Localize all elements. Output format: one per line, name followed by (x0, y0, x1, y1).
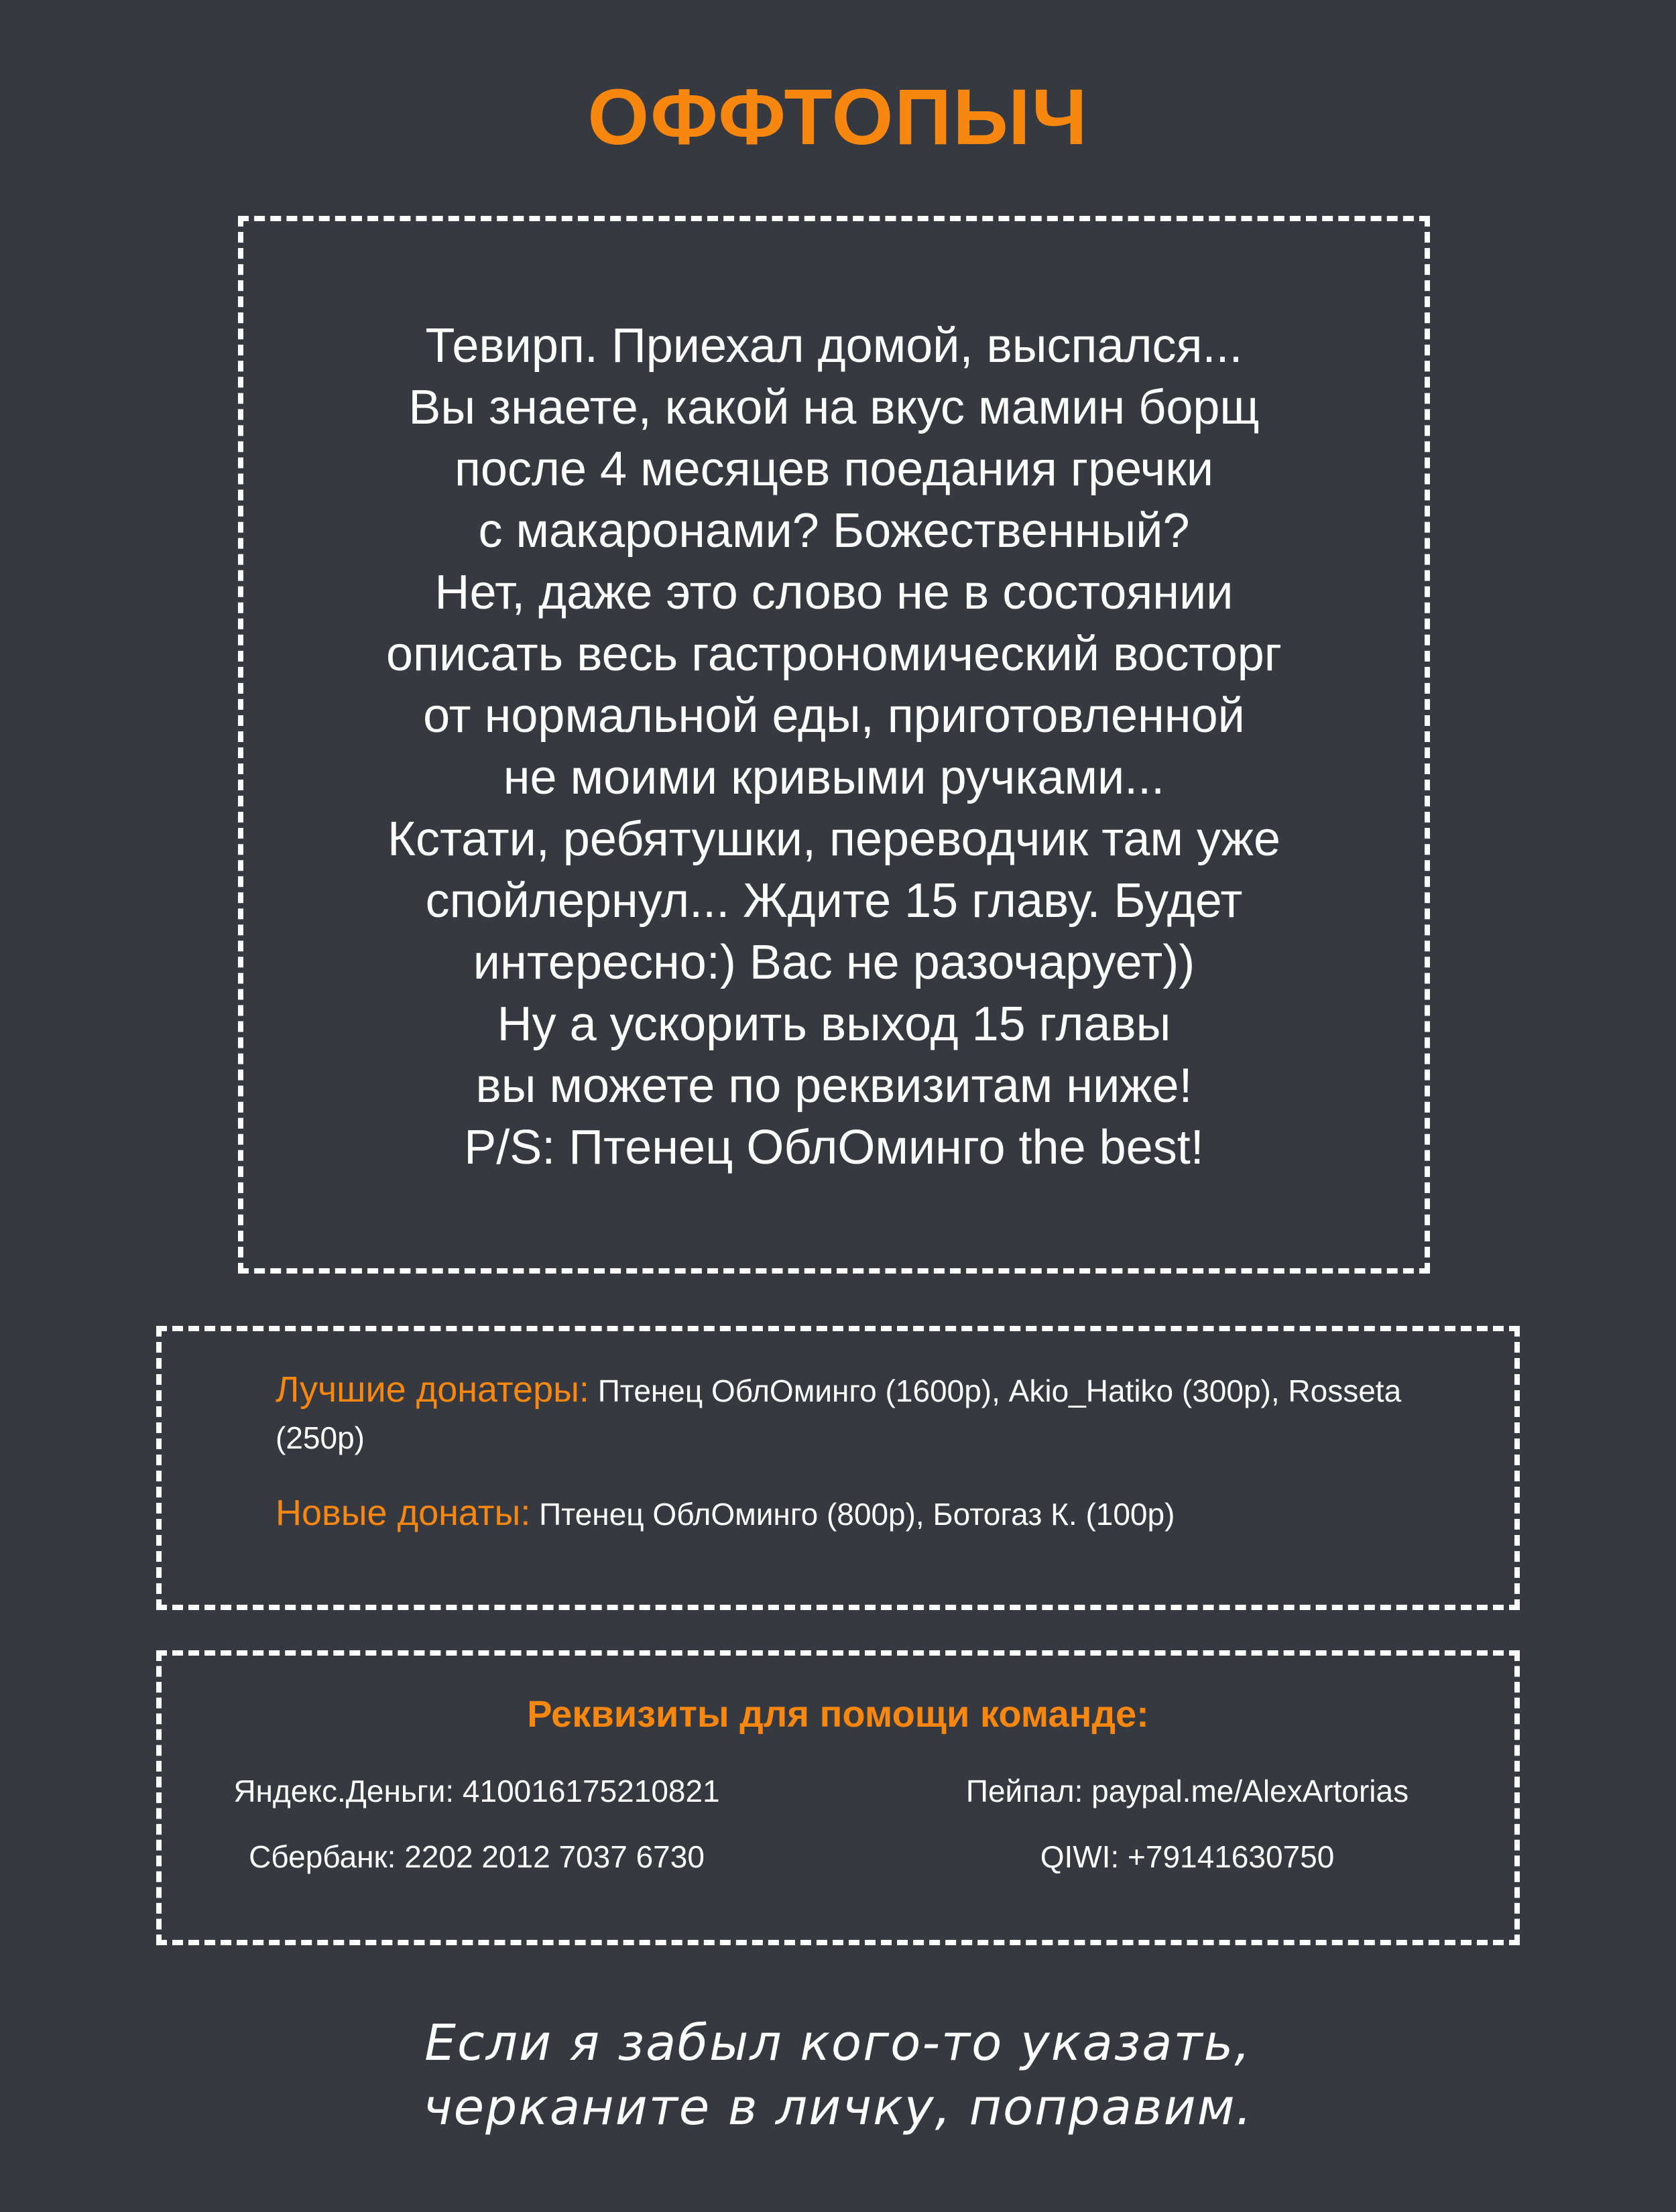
story-line: не моими кривыми ручками... (503, 751, 1165, 804)
story-text (243, 315, 1425, 1178)
story-line: Ну а ускорить выход 15 главы (497, 997, 1171, 1051)
story-line: интересно:) Вас не разочарует)) (473, 936, 1195, 989)
story-line: с макаронами? Божественный? (478, 504, 1190, 558)
yandex-money-requisite: Яндекс.Деньги: 410016175210821 (233, 1774, 720, 1808)
story-line: вы можете по реквизитам ниже! (475, 1059, 1193, 1113)
new-donors-list: Птенец ОблОминго (800р), Ботогаз К. (100р) (539, 1497, 1175, 1532)
footer-line: черканите в личку, поправим. (422, 2079, 1254, 2136)
qiwi-requisite: QIWI: +79141630750 (1040, 1839, 1335, 1874)
story-line: P/S: Птенец ОблОминго the best! (464, 1121, 1204, 1174)
best-donors (276, 1366, 1414, 1461)
footer-note (0, 2011, 1676, 2140)
story-box (238, 216, 1430, 1274)
requisites-title: Реквизиты для помощи команде: (527, 1693, 1149, 1735)
story-line: Нет, даже это слово не в состоянии (434, 566, 1234, 619)
story-line: спойлернул... Ждите 15 главу. Будет (425, 874, 1243, 928)
story-line: Кстати, ребятушки, переводчик там уже (387, 812, 1280, 866)
sberbank-requisite: Сбербанк: 2202 2012 7037 6730 (249, 1839, 705, 1874)
story-line: описать весь гастрономический восторг (385, 627, 1282, 681)
new-donors-label: Новые донаты: (276, 1493, 531, 1533)
story-line: Вы знаете, какой на вкус мамин борщ (408, 381, 1260, 434)
best-donors-list: Птенец ОблОминго (1600р), Akio_Hatiko (300р), Rosseta (250р) (276, 1373, 1402, 1455)
new-donors (276, 1489, 1414, 1538)
paypal-requisite: Пейпал: paypal.me/AlexArtorias (965, 1774, 1409, 1808)
story-line: после 4 месяцев поедания гречки (454, 442, 1214, 496)
footer-line: Если я забыл кого-то указать, (424, 2014, 1252, 2072)
page-title: ОФФТОПЫЧ (587, 73, 1089, 162)
story-line: Тевирп. Приехал домой, выспался... (425, 319, 1243, 373)
best-donors-label: Лучшие донатеры: (276, 1369, 589, 1410)
donors-box (156, 1326, 1520, 1610)
story-line: от нормальной еды, приготовленной (423, 689, 1245, 743)
requisites-box (156, 1650, 1520, 1945)
